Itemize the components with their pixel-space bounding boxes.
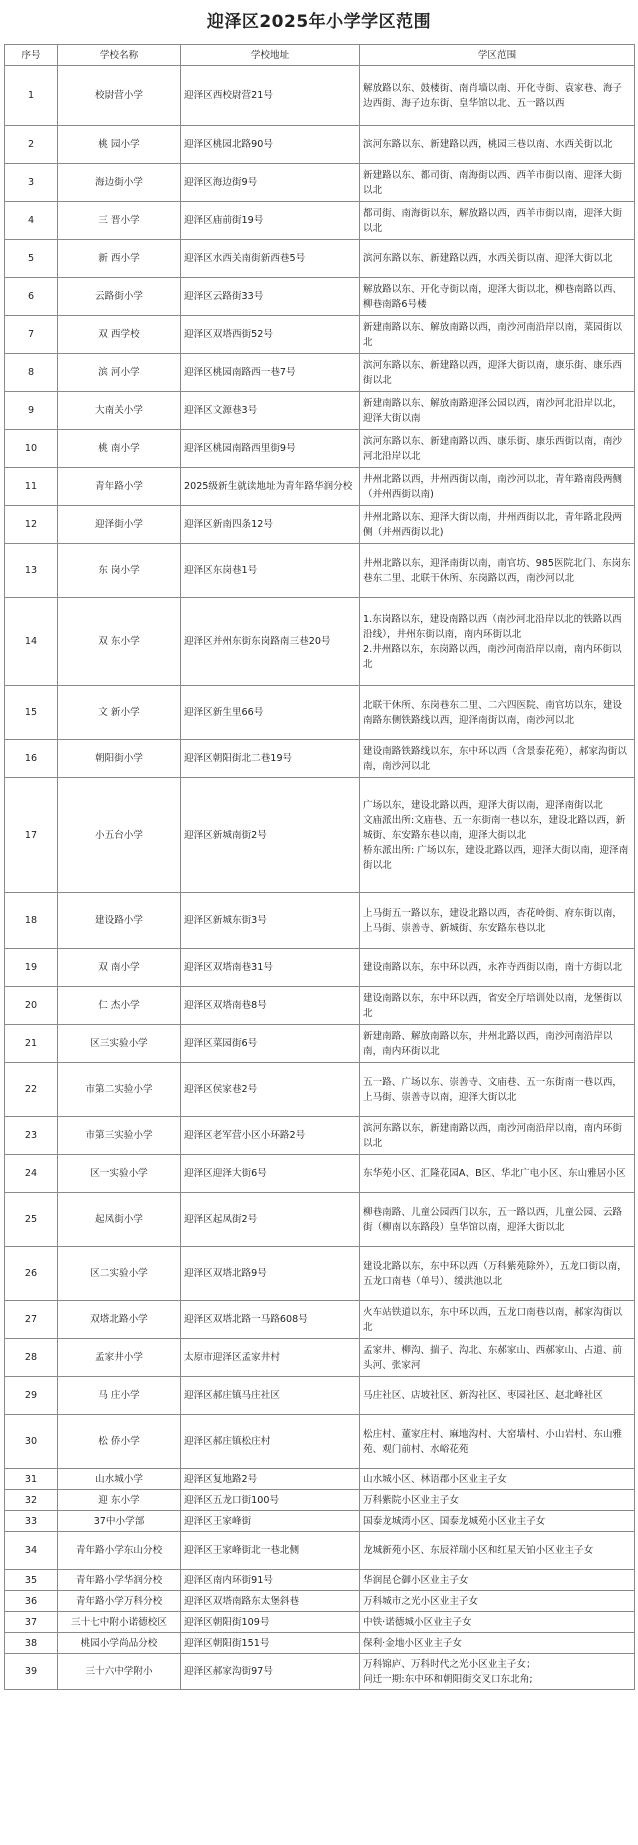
school-name: 海边街小学 bbox=[58, 164, 181, 202]
school-address: 迎泽区庙前街19号 bbox=[181, 202, 360, 240]
school-address: 迎泽区云路街33号 bbox=[181, 278, 360, 316]
row-number: 7 bbox=[5, 316, 58, 354]
table-row bbox=[5, 316, 635, 354]
school-address: 迎泽区新南四条12号 bbox=[181, 506, 360, 544]
school-name: 双塔北路小学 bbox=[58, 1301, 181, 1339]
school-name: 桃 南小学 bbox=[58, 430, 181, 468]
school-address: 迎泽区双塔南路东太堡斜巷 bbox=[181, 1591, 360, 1612]
district-area: 井州北路以东、迎泽大街以南，井州西街以北，青年路北段两侧（并州西街以北) bbox=[360, 506, 635, 544]
school-address: 迎泽区迎泽大街6号 bbox=[181, 1155, 360, 1193]
row-number: 25 bbox=[5, 1193, 58, 1247]
district-area: 马庄社区、店坡社区、新沟社区、枣园社区、赵北峰社区 bbox=[360, 1377, 635, 1415]
school-address: 2025级新生就读地址为青年路华润分校 bbox=[181, 468, 360, 506]
district-area: 山水城小区、林语郡小区业主子女 bbox=[360, 1469, 635, 1490]
table-row bbox=[5, 740, 635, 778]
school-address: 迎泽区复地路2号 bbox=[181, 1469, 360, 1490]
school-address: 迎泽区侯家巷2号 bbox=[181, 1063, 360, 1117]
school-name: 37中小学部 bbox=[58, 1511, 181, 1532]
row-number: 39 bbox=[5, 1654, 58, 1690]
school-address: 迎泽区朝阳街北二巷19号 bbox=[181, 740, 360, 778]
table-row bbox=[5, 506, 635, 544]
row-number: 31 bbox=[5, 1469, 58, 1490]
district-area: 万科锦庐、万科时代之光小区业主子女； 问迁一期:东中环和朝阳街交叉口东北角; bbox=[360, 1654, 635, 1690]
school-name: 校尉营小学 bbox=[58, 66, 181, 126]
district-area: 1.东岗路以东，建设南路以西（南沙河北沿岸以北的铁路以西沿线），井州东街以南，南内环街以北 2.井州路以东，东岗路以西，南沙河南沿岸以南，南内环街以北 bbox=[360, 598, 635, 686]
school-name: 仁 杰小学 bbox=[58, 987, 181, 1025]
school-name: 云路街小学 bbox=[58, 278, 181, 316]
table-row bbox=[5, 598, 635, 686]
table-row bbox=[5, 66, 635, 126]
school-name: 青年路小学东山分校 bbox=[58, 1532, 181, 1570]
district-area: 万科紫院小区业主子女 bbox=[360, 1490, 635, 1511]
school-name: 文 新小学 bbox=[58, 686, 181, 740]
district-area: 孟家井、柳沟、揣子、沟北、东郝家山、西郝家山、占道、前头河、张家河 bbox=[360, 1339, 635, 1377]
table-header-row bbox=[5, 45, 635, 66]
row-number: 23 bbox=[5, 1117, 58, 1155]
row-number: 28 bbox=[5, 1339, 58, 1377]
district-area: 滨河东路以东、新建路以西，水西关街以南、迎泽大街以北 bbox=[360, 240, 635, 278]
school-address: 迎泽区王家峰街北一巷北侧 bbox=[181, 1532, 360, 1570]
district-area: 建设南路以东，东中环以西，永祚寺西街以南，南十方街以北 bbox=[360, 949, 635, 987]
school-address: 迎泽区桃园南路西里街9号 bbox=[181, 430, 360, 468]
district-area: 滨河东路以东，新建南路以西，南沙河南沿岸以南，南内环街以北 bbox=[360, 1117, 635, 1155]
row-number: 36 bbox=[5, 1591, 58, 1612]
district-area: 新建南路以东、解放南路迎泽公园以西，南沙河北沿岸以北，迎泽大街以南 bbox=[360, 392, 635, 430]
school-name: 大南关小学 bbox=[58, 392, 181, 430]
row-number: 32 bbox=[5, 1490, 58, 1511]
row-number: 10 bbox=[5, 430, 58, 468]
school-name: 松 侨小学 bbox=[58, 1415, 181, 1469]
school-name: 迎 东小学 bbox=[58, 1490, 181, 1511]
district-area: 柳巷南路、儿童公园西门以东，五一路以西，儿童公园、云路街（柳南以东路段）皇华馆以南，迎泽大街以北 bbox=[360, 1193, 635, 1247]
school-address: 迎泽区水西关南街新西巷5号 bbox=[181, 240, 360, 278]
district-area: 都司街、南海街以东，解放路以西，西羊市街以南，迎泽大街以北 bbox=[360, 202, 635, 240]
row-number: 21 bbox=[5, 1025, 58, 1063]
row-number: 6 bbox=[5, 278, 58, 316]
school-name: 区一实验小学 bbox=[58, 1155, 181, 1193]
school-name: 双 南小学 bbox=[58, 949, 181, 987]
header-school-address: 学校地址 bbox=[181, 45, 360, 66]
row-number: 16 bbox=[5, 740, 58, 778]
row-number: 29 bbox=[5, 1377, 58, 1415]
school-name: 桃园小学尚品分校 bbox=[58, 1633, 181, 1654]
table-row bbox=[5, 893, 635, 949]
row-number: 12 bbox=[5, 506, 58, 544]
row-number: 17 bbox=[5, 778, 58, 893]
district-area: 建设北路以东，东中环以西（万科紫苑除外），五龙口街以南，五龙口南巷（单号）、缓洪池以北 bbox=[360, 1247, 635, 1301]
district-area: 火车站铁道以东，东中环以西，五龙口南巷以南，郝家沟街以北 bbox=[360, 1301, 635, 1339]
district-area: 中铁·诺德城小区业主子女 bbox=[360, 1612, 635, 1633]
district-area: 新建南路、解放南路以东，井州北路以西，南沙河南沿岸以南，南内环街以北 bbox=[360, 1025, 635, 1063]
district-area: 新建路以东、都司街、南海街以西、西羊市街以南、迎泽大街以北 bbox=[360, 164, 635, 202]
school-address: 迎泽区老军营小区小环路2号 bbox=[181, 1117, 360, 1155]
table-row bbox=[5, 686, 635, 740]
table-row bbox=[5, 354, 635, 392]
row-number: 22 bbox=[5, 1063, 58, 1117]
school-name: 小五台小学 bbox=[58, 778, 181, 893]
school-name: 迎泽街小学 bbox=[58, 506, 181, 544]
row-number: 5 bbox=[5, 240, 58, 278]
row-number: 4 bbox=[5, 202, 58, 240]
school-name: 青年路小学万科分校 bbox=[58, 1591, 181, 1612]
table-row bbox=[5, 202, 635, 240]
row-number: 33 bbox=[5, 1511, 58, 1532]
row-number: 34 bbox=[5, 1532, 58, 1570]
district-area: 国泰龙城湾小区、国泰龙城苑小区业主子女 bbox=[360, 1511, 635, 1532]
table-row bbox=[5, 1591, 635, 1612]
table-row bbox=[5, 544, 635, 598]
district-area: 新建南路以东、解放南路以西，南沙河南沿岸以南，菜园街以北 bbox=[360, 316, 635, 354]
school-address: 迎泽区五龙口街100号 bbox=[181, 1490, 360, 1511]
school-address: 迎泽区桃园南路西一巷7号 bbox=[181, 354, 360, 392]
school-name: 青年路小学华润分校 bbox=[58, 1570, 181, 1591]
school-address: 迎泽区南内环街91号 bbox=[181, 1570, 360, 1591]
school-address: 太原市迎泽区孟家井村 bbox=[181, 1339, 360, 1377]
district-area: 解放路以东、鼓楼街、南肖墙以南、开化寺街、袁家巷、海子边西街、海子边东街、皇华馆以北、五一路以西 bbox=[360, 66, 635, 126]
district-area: 保利·金地小区业主子女 bbox=[360, 1633, 635, 1654]
table-row bbox=[5, 1247, 635, 1301]
header-school-name: 学校名称 bbox=[58, 45, 181, 66]
table-row bbox=[5, 1532, 635, 1570]
school-name: 青年路小学 bbox=[58, 468, 181, 506]
district-area: 滨河东路以东、新建南路以西、康乐街、康乐西街以南，南沙河北沿岸以北 bbox=[360, 430, 635, 468]
table-row bbox=[5, 1633, 635, 1654]
school-address: 迎泽区并州东街东岗路南三巷20号 bbox=[181, 598, 360, 686]
school-address: 迎泽区王家峰街 bbox=[181, 1511, 360, 1532]
row-number: 14 bbox=[5, 598, 58, 686]
school-address: 迎泽区新城东街3号 bbox=[181, 893, 360, 949]
district-area: 建设南路以东，东中环以西，省安全厅培训处以南，龙堡街以北 bbox=[360, 987, 635, 1025]
district-area: 解放路以东、开化寺街以南，迎泽大街以北，柳巷南路以西、柳巷南路6号楼 bbox=[360, 278, 635, 316]
row-number: 37 bbox=[5, 1612, 58, 1633]
district-area: 滨河东路以东、新建路以西，迎泽大街以南，康乐街、康乐西街以北 bbox=[360, 354, 635, 392]
row-number: 2 bbox=[5, 126, 58, 164]
school-address: 迎泽区双塔西街52号 bbox=[181, 316, 360, 354]
table-row bbox=[5, 164, 635, 202]
school-address: 迎泽区菜园街6号 bbox=[181, 1025, 360, 1063]
school-address: 迎泽区新生里66号 bbox=[181, 686, 360, 740]
row-number: 30 bbox=[5, 1415, 58, 1469]
table-row bbox=[5, 1511, 635, 1532]
school-name: 三 晋小学 bbox=[58, 202, 181, 240]
school-address: 迎泽区桃园北路90号 bbox=[181, 126, 360, 164]
school-name: 起凤街小学 bbox=[58, 1193, 181, 1247]
school-address: 迎泽区海边街9号 bbox=[181, 164, 360, 202]
header-no: 序号 bbox=[5, 45, 58, 66]
school-address: 迎泽区郝家沟街97号 bbox=[181, 1654, 360, 1690]
school-district-table bbox=[4, 44, 635, 1690]
table-row bbox=[5, 1117, 635, 1155]
district-area: 广场以东，建设北路以西，迎泽大街以南，迎泽南街以北 文庙派出所:文庙巷、五一东街南一巷以东，建设北路以西，新城街、东安路东巷以南，迎泽大街以北 桥东派出所: 广场以东，建设北路以西，迎泽大街以南，迎泽南街以北 bbox=[360, 778, 635, 893]
district-area: 井州北路以西，井州西街以南，南沙河以北，青年路南段两侧（并州西街以南) bbox=[360, 468, 635, 506]
table-row bbox=[5, 1612, 635, 1633]
district-area: 五一路、广场以东、崇善寺、文庙巷、五一东街南一巷以西，上马街、崇善寺以南，迎泽大街以北 bbox=[360, 1063, 635, 1117]
row-number: 13 bbox=[5, 544, 58, 598]
table-row bbox=[5, 1155, 635, 1193]
school-address: 迎泽区双塔北路9号 bbox=[181, 1247, 360, 1301]
school-name: 桃 园小学 bbox=[58, 126, 181, 164]
table-row bbox=[5, 1654, 635, 1690]
table-row bbox=[5, 126, 635, 164]
table-row bbox=[5, 468, 635, 506]
school-address: 迎泽区西校尉营21号 bbox=[181, 66, 360, 126]
row-number: 20 bbox=[5, 987, 58, 1025]
table-row bbox=[5, 1193, 635, 1247]
table-row bbox=[5, 987, 635, 1025]
table-row bbox=[5, 1415, 635, 1469]
school-name: 市第三实验小学 bbox=[58, 1117, 181, 1155]
row-number: 9 bbox=[5, 392, 58, 430]
table-row bbox=[5, 278, 635, 316]
school-name: 双 西学校 bbox=[58, 316, 181, 354]
table-row bbox=[5, 1339, 635, 1377]
row-number: 1 bbox=[5, 66, 58, 126]
school-name: 市第二实验小学 bbox=[58, 1063, 181, 1117]
table-row bbox=[5, 392, 635, 430]
district-area: 井州北路以东，迎泽南街以南，南官坊、985医院北门、东岗东巷东二里、北联干休所、东岗路以西，南沙河以北 bbox=[360, 544, 635, 598]
school-address: 迎泽区双塔南巷31号 bbox=[181, 949, 360, 987]
row-number: 26 bbox=[5, 1247, 58, 1301]
school-name: 东 岗小学 bbox=[58, 544, 181, 598]
district-area: 东华苑小区、汇隆花园A、B区、华北广电小区、东山雅居小区 bbox=[360, 1155, 635, 1193]
school-name: 孟家井小学 bbox=[58, 1339, 181, 1377]
school-address: 迎泽区郝庄镇松庄村 bbox=[181, 1415, 360, 1469]
row-number: 27 bbox=[5, 1301, 58, 1339]
school-name: 三十六中学附小 bbox=[58, 1654, 181, 1690]
school-address: 迎泽区朝阳街151号 bbox=[181, 1633, 360, 1654]
row-number: 38 bbox=[5, 1633, 58, 1654]
school-name: 朝阳街小学 bbox=[58, 740, 181, 778]
school-address: 迎泽区双塔北路一马路608号 bbox=[181, 1301, 360, 1339]
table-row bbox=[5, 430, 635, 468]
district-area: 建设南路铁路线以东，东中环以西（含景泰花苑），郝家沟街以南，南沙河以北 bbox=[360, 740, 635, 778]
school-name: 区二实验小学 bbox=[58, 1247, 181, 1301]
school-name: 山水城小学 bbox=[58, 1469, 181, 1490]
table-row bbox=[5, 1301, 635, 1339]
school-name: 双 东小学 bbox=[58, 598, 181, 686]
page-title: 迎泽区2025年小学学区范围 bbox=[206, 12, 432, 32]
district-area: 北联干休所、东岗巷东二里、二六四医院、南官坊以东，建设南路东侧铁路线以西，迎泽南街以南，南沙河以北 bbox=[360, 686, 635, 740]
district-area: 松庄村、董家庄村、麻地沟村、大窑墙村、小山岩村、东山雅苑、观门前村、水峪花苑 bbox=[360, 1415, 635, 1469]
district-area: 上马街五一路以东，建设北路以西，杏花岭街、府东街以南，上马街、崇善寺、新城街、东安路东巷以北 bbox=[360, 893, 635, 949]
table-row bbox=[5, 240, 635, 278]
district-area: 龙城新苑小区、东辰祥瑞小区和红星天铂小区业主子女 bbox=[360, 1532, 635, 1570]
school-address: 迎泽区东岗巷1号 bbox=[181, 544, 360, 598]
school-address: 迎泽区郝庄镇马庄社区 bbox=[181, 1377, 360, 1415]
school-name: 三十七中附小诺德校区 bbox=[58, 1612, 181, 1633]
table-row bbox=[5, 1377, 635, 1415]
school-address: 迎泽区新城南街2号 bbox=[181, 778, 360, 893]
row-number: 35 bbox=[5, 1570, 58, 1591]
row-number: 11 bbox=[5, 468, 58, 506]
table-row bbox=[5, 1570, 635, 1591]
table-row bbox=[5, 1469, 635, 1490]
school-name: 马 庄小学 bbox=[58, 1377, 181, 1415]
school-name: 新 西小学 bbox=[58, 240, 181, 278]
district-area: 滨河东路以东、新建路以西，桃园三巷以南、水西关街以北 bbox=[360, 126, 635, 164]
table-body bbox=[5, 66, 635, 1690]
table-row bbox=[5, 1063, 635, 1117]
row-number: 3 bbox=[5, 164, 58, 202]
table-row bbox=[5, 778, 635, 893]
table-row bbox=[5, 1025, 635, 1063]
table-row bbox=[5, 1490, 635, 1511]
school-name: 建设路小学 bbox=[58, 893, 181, 949]
district-area: 华润昆仑御小区业主子女 bbox=[360, 1570, 635, 1591]
row-number: 19 bbox=[5, 949, 58, 987]
header-district-area: 学区范围 bbox=[360, 45, 635, 66]
table-row bbox=[5, 949, 635, 987]
row-number: 18 bbox=[5, 893, 58, 949]
district-area: 万科城市之光小区业主子女 bbox=[360, 1591, 635, 1612]
school-address: 迎泽区文源巷3号 bbox=[181, 392, 360, 430]
row-number: 8 bbox=[5, 354, 58, 392]
school-address: 迎泽区朝阳街109号 bbox=[181, 1612, 360, 1633]
row-number: 15 bbox=[5, 686, 58, 740]
school-address: 迎泽区双塔南巷8号 bbox=[181, 987, 360, 1025]
school-name: 区三实验小学 bbox=[58, 1025, 181, 1063]
school-address: 迎泽区起凤街2号 bbox=[181, 1193, 360, 1247]
row-number: 24 bbox=[5, 1155, 58, 1193]
school-name: 滨 河小学 bbox=[58, 354, 181, 392]
